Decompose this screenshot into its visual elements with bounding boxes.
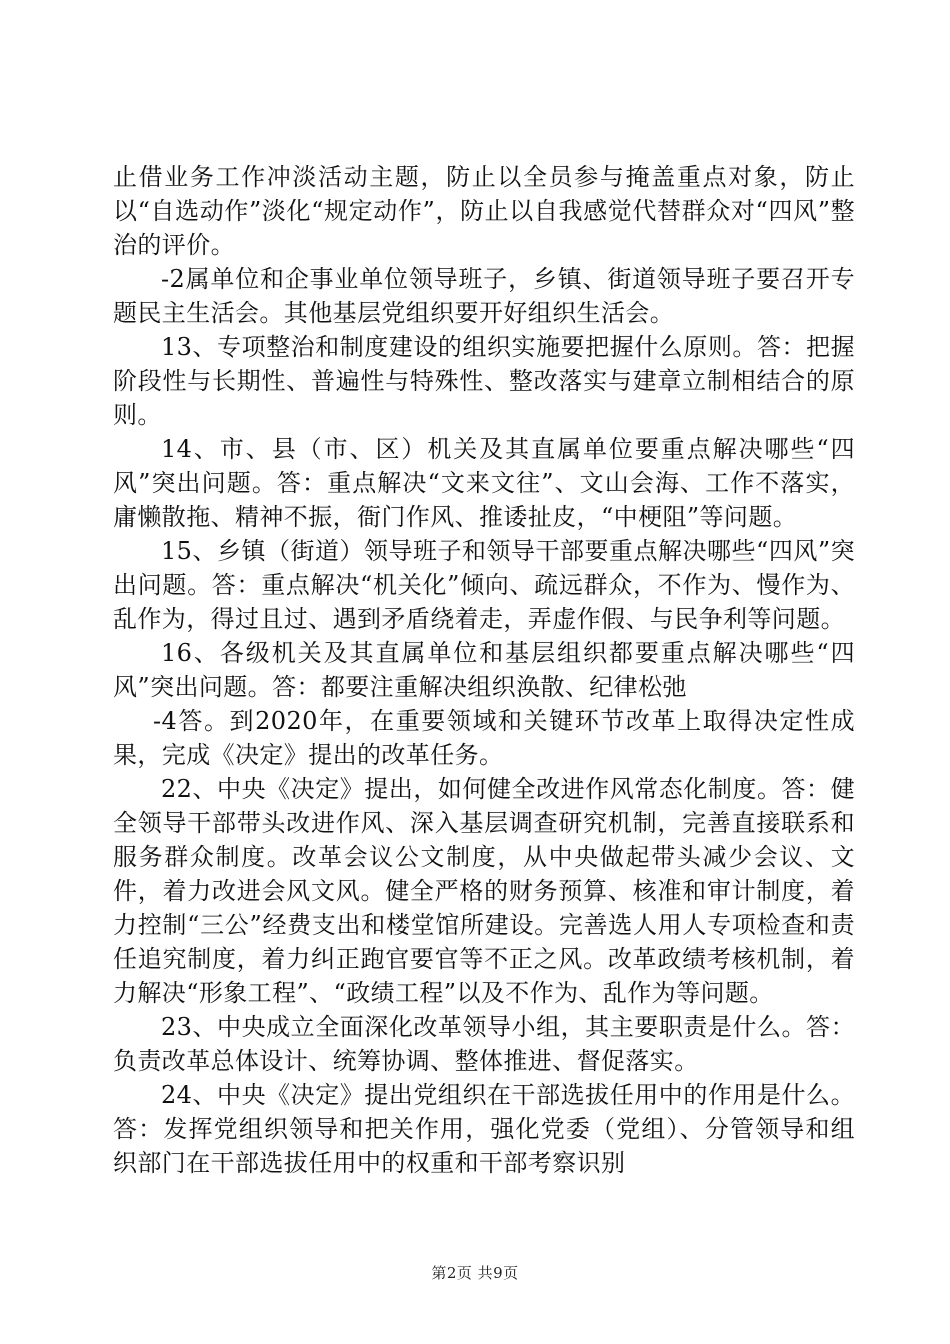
paragraph-8: 22、中央《决定》提出，如何健全改进作风常态化制度。答：健全领导干部带头改进作风、深入基层调查研究机制，完善直接联系和服务群众制度。改革会议公文制度，从中央做起带头减少会议、文件，着力改进会风文风。健全严格的财务预算、核准和审计制度，着力控制“三公”经费支出和楼堂馆所建设。完善选人用人专项检查和责任追究制度，着力纠正跑官要官等不正之风。改革政绩考核机制，着力解决“形象工程”、“政绩工程”以及不作为、乱作为等问题。 [113, 775, 855, 1007]
paragraph-1: 止借业务工作冲淡活动主题，防止以全员参与掩盖重点对象，防止以“自选动作”淡化“规定动作”，防止以自我感觉代替群众对“四风”整治的评价。 [113, 163, 855, 259]
paragraph-7: -4答。到2020年，在重要领域和关键环节改革上取得决定性成果，完成《决定》提出的改革任务。 [113, 707, 855, 769]
page-footer: 第2页 共9页 [431, 1264, 519, 1282]
paragraph-9: 23、中央成立全面深化改革领导小组，其主要职责是什么。答：负责改革总体设计、统筹协调、整体推进、督促落实。 [113, 1013, 855, 1075]
paragraph-6: 16、各级机关及其直属单位和基层组织都要重点解决哪些“四风”突出问题。答：都要注重解决组织涣散、纪律松弛 [113, 639, 855, 701]
document-body [113, 160, 855, 1180]
paragraph-3: 13、专项整治和制度建设的组织实施要把握什么原则。答：把握阶段性与长期性、普遍性与特殊性、整改落实与建章立制相结合的原则。 [113, 333, 855, 429]
paragraph-2: -2属单位和企事业单位领导班子，乡镇、街道领导班子要召开专题民主生活会。其他基层党组织要开好组织生活会。 [113, 265, 855, 327]
paragraph-5: 15、乡镇（街道）领导班子和领导干部要重点解决哪些“四风”突出问题。答：重点解决“机关化”倾向、疏远群众，不作为、慢作为、乱作为，得过且过、遇到矛盾绕着走，弄虚作假、与民争利等问题。 [113, 537, 855, 633]
paragraph-10: 24、中央《决定》提出党组织在干部选拔任用中的作用是什么。答：发挥党组织领导和把关作用，强化党委（党组）、分管领导和组织部门在干部选拔任用中的权重和干部考察识别 [113, 1081, 855, 1177]
paragraph-4: 14、市、县（市、区）机关及其直属单位要重点解决哪些“四风”突出问题。答：重点解决“文来文往”、文山会海、工作不落实，庸懒散拖、精神不振，衙门作风、推诿扯皮，“中梗阻”等问题。 [113, 435, 855, 531]
